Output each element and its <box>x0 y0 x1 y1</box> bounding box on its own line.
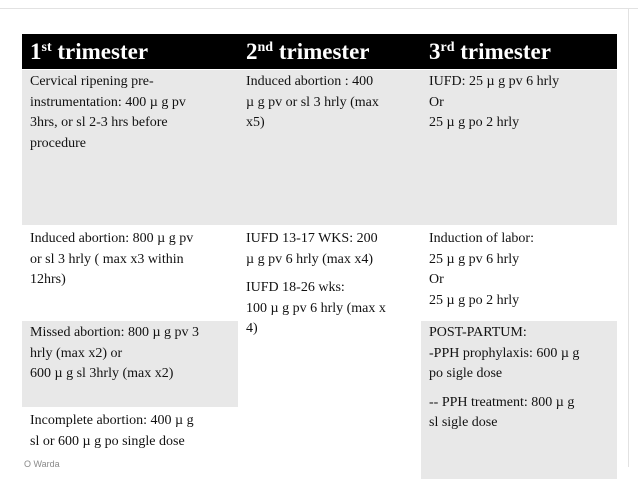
cell-text-line: Induced abortion: 800 µ g pv <box>30 231 194 246</box>
cell-text-line: 3hrs, or sl 2-3 hrs before <box>30 115 168 130</box>
cell-text-line: IUFD 13-17 WKS: 200 <box>246 231 378 246</box>
cell-text-line: hrly (max x2) or <box>30 345 123 361</box>
cell-text-line: po sigle dose <box>429 366 503 381</box>
header-word: trimester <box>460 39 551 64</box>
cell-text-line: 100 µ g pv 6 hrly (max x <box>246 300 386 316</box>
header-ordinal: 2 <box>246 39 258 64</box>
cell-text-line: µ g pv or sl 3 hrly (max <box>246 94 379 110</box>
header-ordinal: 3 <box>429 39 441 64</box>
header-ordinal-suffix: nd <box>257 40 274 55</box>
cell-text-line: POST-PARTUM: <box>429 325 527 340</box>
header-word: trimester <box>278 39 370 64</box>
cell-text-line: 25 µ g po 2 hrly <box>429 292 520 308</box>
header-first-trimester <box>22 34 238 69</box>
cell-iufd-second <box>238 227 421 479</box>
cell-text-line: Missed abortion: 800 µ g pv 3 <box>30 325 200 340</box>
cell-text-line: IUFD: 25 µ g pv 6 hrly <box>429 74 560 89</box>
cell-induction-of-labor <box>421 227 617 321</box>
cell-text-line: Or <box>429 272 444 287</box>
cell-cervical-ripening <box>22 70 238 225</box>
cell-text-line: Induction of labor: <box>429 231 534 246</box>
paragraph-gap <box>429 385 611 393</box>
header-ordinal-suffix: st <box>41 40 52 55</box>
cell-text-line: Cervical ripening pre- <box>30 74 154 89</box>
header-word: trimester <box>57 39 149 64</box>
cell-text-line: sl or 600 µ g po single dose <box>30 433 185 449</box>
cell-text-line: procedure <box>30 135 86 151</box>
cell-iufd-third <box>421 70 617 225</box>
cell-text-line: µ g pv 6 hrly (max x4) <box>246 251 374 267</box>
dosage-table <box>22 34 617 479</box>
cell-text-line: -- PPH treatment: 800 µ g <box>429 394 575 410</box>
header-second-trimester <box>238 34 421 69</box>
cell-post-partum <box>421 321 617 479</box>
cell-text-line: 600 µ g sl 3hrly (max x2) <box>30 366 174 381</box>
cell-induced-abortion-second <box>238 70 421 225</box>
cell-text-line: Induced abortion : 400 <box>246 74 374 89</box>
header-ordinal: 1 <box>30 39 42 64</box>
cell-text-line: 25 µ g pv 6 hrly <box>429 251 520 267</box>
table-body <box>22 70 617 479</box>
cell-text-line: or sl 3 hrly ( max x3 within <box>30 251 184 267</box>
header-third-trimester <box>421 34 617 69</box>
top-divider <box>0 8 638 9</box>
cell-text-line: Incomplete abortion: 400 µ g <box>30 413 194 428</box>
cell-induced-abortion-first <box>22 227 238 321</box>
cell-text-line: 25 µ g po 2 hrly <box>429 115 520 130</box>
cell-text-line: x5) <box>246 115 265 130</box>
cell-text-line: 12hrs) <box>30 272 66 287</box>
cell-text-line: sl sigle dose <box>429 415 498 430</box>
table-header-row <box>22 34 617 70</box>
cell-text-line: -PPH prophylaxis: 600 µ g <box>429 345 580 361</box>
cell-text-line: IUFD 18-26 wks: <box>246 280 345 295</box>
header-ordinal-suffix: rd <box>440 40 455 55</box>
cell-text-line: 4) <box>246 321 258 336</box>
paragraph-gap <box>246 270 415 278</box>
footer-author: O Warda <box>24 459 60 469</box>
cell-text-line: Or <box>429 94 444 110</box>
right-divider <box>628 8 629 467</box>
cell-missed-abortion <box>22 321 238 407</box>
cell-text-line: instrumentation: 400 µ g pv <box>30 94 186 110</box>
